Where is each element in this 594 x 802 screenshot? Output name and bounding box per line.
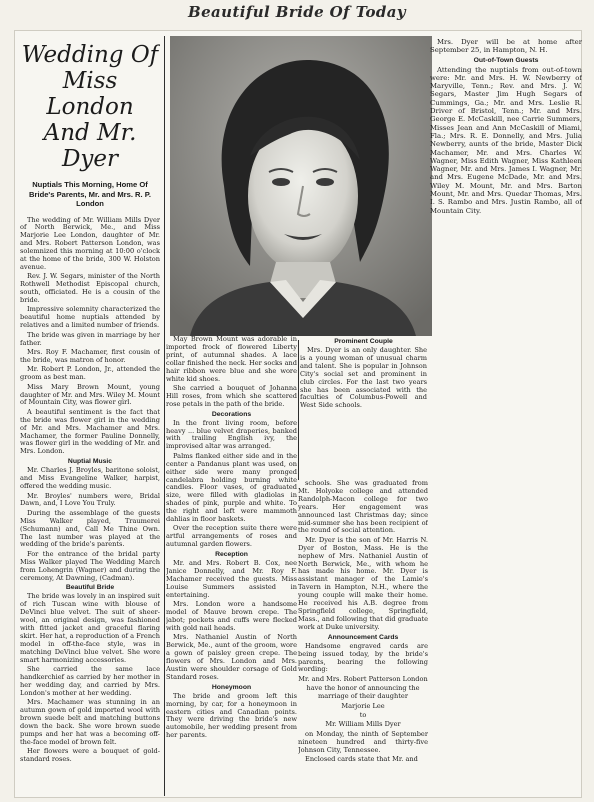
paragraph: Mrs. Dyer will be at home after September 25, in Hampton, N. H. (430, 38, 582, 55)
paragraph: Impressive solemnity characterized the beautiful home nuptials attended by relatives and a limited number of friends. (20, 305, 160, 330)
section-heading: Announcement Cards (327, 633, 399, 641)
paragraph: Miss Mary Brown Mount, young daughter of Mr. and Mrs. Wiley M. Mount of Mountain City, was flower girl. (20, 382, 160, 407)
article-column-5 (430, 38, 582, 338)
paragraph: Mr. William Mills Dyer (325, 720, 401, 729)
section-heading: Reception (215, 551, 248, 559)
paragraph: Palms flanked either side and in the center a Pandanus plant was used, on either side were many pronged candelabra holding burning white candles. Floor vases, of graduated size, were filled with gladiolas in shades of pink, purple and white. To the right and left were mammoth dahlias in floor baskets. (166, 451, 297, 524)
paragraph: Mr. Broyles' numbers were, Bridal Dawn, and, I Love You Truly. (20, 491, 160, 508)
paragraph: May Brown Mount was adorable in imported frock of flowered Liberty print, of autumnal shades. A lace collar finished the neck. Her socks and hair ribbon were blue and she wore white kid shoes. (166, 336, 297, 383)
paragraph: Mr. and Mrs. Robert Patterson London (298, 674, 428, 683)
column-divider (164, 36, 165, 796)
paragraph: to (359, 710, 367, 719)
section-heading: Honeymoon (211, 683, 252, 691)
paragraph: on Monday, the ninth of September nineteen hundred and thirty-five Johnson City, Tennessee. (298, 729, 428, 754)
paragraph: Mrs. Roy F. Machamer, first cousin of the bride, was matron of honor. (20, 348, 160, 364)
paragraph: have the honor of announcing the marriage of their daughter (306, 684, 420, 701)
paragraph: Over the reception suite there were artful arrangements of roses and autumnal garden flowers. (166, 524, 297, 549)
section-heading: Nuptial Music (67, 458, 113, 466)
paragraph: Mrs. Dyer is an only daughter. She is a young woman of unusual charm and talent. She is popular in Johnson City's social set and prominent in club circles. For the last two years she has been associated with the faculties of Columbus-Powell and West Side schools. (300, 346, 427, 410)
paragraph: She carried a bouquet of Johanna Hill roses, from which she scattered rose petals in the path of the bride. (166, 383, 297, 408)
paragraph: Mrs. Nathaniel Austin of North Berwick, Me., aunt of the groom, wore a gown of paisley green crepe. The flowers of Mrs. London and Mrs. Austin were shoulder corsage of Gold Standard roses. (166, 633, 297, 681)
paragraph: The bride was lovely in an inspired suit of rich Tuscan wine with blouse of DeVinci blue velvet. The suit of sheer-wool, an original design, was fashioned with fitted jacket and graceful flaring skirt. Her hat, a reproduction of a French model in off-the-face style, was in matching DeVinci blue velvet. She wore smart harmonizing accessories. (20, 592, 160, 664)
paragraph: Mr. and Mrs. Robert B. Cox, nee Janice Donnelly, and Mr. Roy F. Machamer received the guests. Miss Louise Summers assisted in entertaining. (166, 559, 297, 599)
paragraph: During the assemblage of the guests Miss Walker played, Traumerei (Schumann) and, Call Me Thine Own. The last number was played at the wedding of the bride's parents. (20, 508, 160, 549)
column-divider (298, 340, 299, 480)
paragraph: She carried the same lace handkerchief as carried by her mother in her wedding day, and carried by Mrs. London's mother at her wedding. (20, 665, 160, 697)
article-headline: Wedding Of Miss London And Mr. Dyer (21, 42, 159, 172)
column-text (430, 38, 582, 215)
paragraph: The wedding of Mr. William Mills Dyer of North Berwick, Me., and Miss Marjorie Lee London, daughter of Mr. and Mrs. Robert Patterson London, was solemnized this morning at 10:00 o'clock at the home of the bride, 300 W. Holston avenue. (20, 215, 160, 271)
paragraph: A beautiful sentiment is the fact that the bride was flower girl in the wedding of Mr. and Mrs. Machamer and Mrs. Machamer, the former Pauline Donnelly, was flower girl in the wedding of Mr. and Mrs. London. (20, 407, 160, 456)
column-text (20, 217, 160, 765)
paragraph: The bride and groom left this morning, by car, for a honeymoon in eastern cities and Canadian points. They were driving the bride's new automobile, her wedding present from her parents. (166, 691, 297, 740)
paragraph: Attending the nuptials from out-of-town were: Mr. and Mrs. H. W. Newberry of Maryville, Tenn.; Rev. and Mrs. J. W. Segars, Master Jim Hugh Segars of Cummings, Ga.; Mr. and Mrs. Leslie R. Driver of Bristol, Tenn.; Mr. and Mrs. George E. McCaskill, nee Carrie Summers, Misses Jean and Ann McCaskill of Miami, Fla.; Mrs. R. E. Donnelly, and Mrs. Julia Newberry, aunts of the bride, Master Dick Machamer, Mr. and Mrs. Charles W. Wagner, Miss Edith Wagner, Miss Kathleen Wagner, Mr. and Mrs. James I. Wagner, Mr. and Mrs. Eugene McDade, Mr. and Mrs. Wiley M. Mount, Mr. and Mrs. Barton Mount, Mr. and Mrs. Quedar Thomas, Mrs. I. S. Rambo and Mrs. Justin Rambo, all of Mountain City. (430, 65, 582, 215)
section-heading: Decorations (211, 410, 252, 418)
column-text (298, 480, 428, 764)
paragraph: Marjorie Lee (341, 701, 385, 710)
page-title: Beautiful Bride Of Today (188, 3, 406, 21)
portrait-image (170, 36, 432, 336)
paragraph: Mrs. Machamer was stunning in an autumn gown of gold imported wool with brown suede belt and matching buttons down the back. She wore brown suede pumps and her hat was a becoming off-the-face model of brown felt. (20, 698, 160, 746)
paragraph: Mr. Robert P. London, Jr., attended the groom as best man. (20, 365, 160, 382)
section-heading: Prominent Couple (334, 338, 393, 345)
paragraph: Enclosed cards state that Mr. and (305, 755, 418, 763)
article-column-1 (20, 38, 160, 798)
paragraph: schools. She was graduated from Mt. Holyoke college and attended Randolph-Macon college for two years. Her engagement was announced last Christmas day; since mid-summer she has been recipient of the round of social attention. (298, 480, 428, 535)
paragraph: The bride was given in marriage by her father. (20, 330, 160, 347)
article-column-4 (298, 480, 428, 800)
paragraph: Her flowers were a bouquet of gold-standard roses. (20, 747, 160, 764)
paragraph: In the front living room, before heavy ... blue velvet draperies, banked with trailing English ivy, the improvised altar was arranged. (166, 418, 297, 451)
article-deck: Nuptials This Morning, Home Of Bride's Parents, Mr. and Mrs. R. P. London (29, 180, 151, 208)
article-column-2 (166, 336, 297, 798)
paragraph: For the entrance of the bridal party Miss Walker played The Wedding March from Lohengrin (Wagner) and during the ceremony, At Dawning, (Cadman). (20, 549, 160, 582)
bride-portrait-photo (170, 36, 432, 336)
paragraph: Mr. Dyer is the son of Mr. Harris N. Dyer of Boston, Mass. He is the nephew of Mrs. Nathaniel Austin of North Berwick, Me., with whom he has made his home. Mr. Dyer is assistant manager of the Lamie's Tavern in Hampton, N.H., where the young couple will make their home. He received his A.B. degree from Springfield college, Springfield, Mass., and following that did graduate work at Duke university. (298, 535, 428, 631)
section-heading: Out-of-Town Guests (473, 56, 539, 64)
paragraph: Rev. J. W. Segars, minister of the North Rothwell Methodist Episcopal church, south, officiated. He is a cousin of the bride. (20, 272, 160, 305)
section-heading: Beautiful Bride (65, 584, 115, 592)
paragraph: Mrs. London wore a handsome model of Mauve brown crepe. The jabot; pockets and cuffs were flecked with gold nail heads. (166, 600, 297, 632)
column-text (166, 336, 297, 740)
paragraph: Mr. Charles J. Broyles, baritone soloist, and Miss Evangeline Walker, harpist, offered the wedding music. (20, 466, 160, 491)
article-column-3 (300, 336, 427, 480)
paragraph: Handsome engraved cards are being issued today, by the bride's parents, bearing the following wording: (298, 641, 428, 674)
column-text (300, 338, 427, 410)
